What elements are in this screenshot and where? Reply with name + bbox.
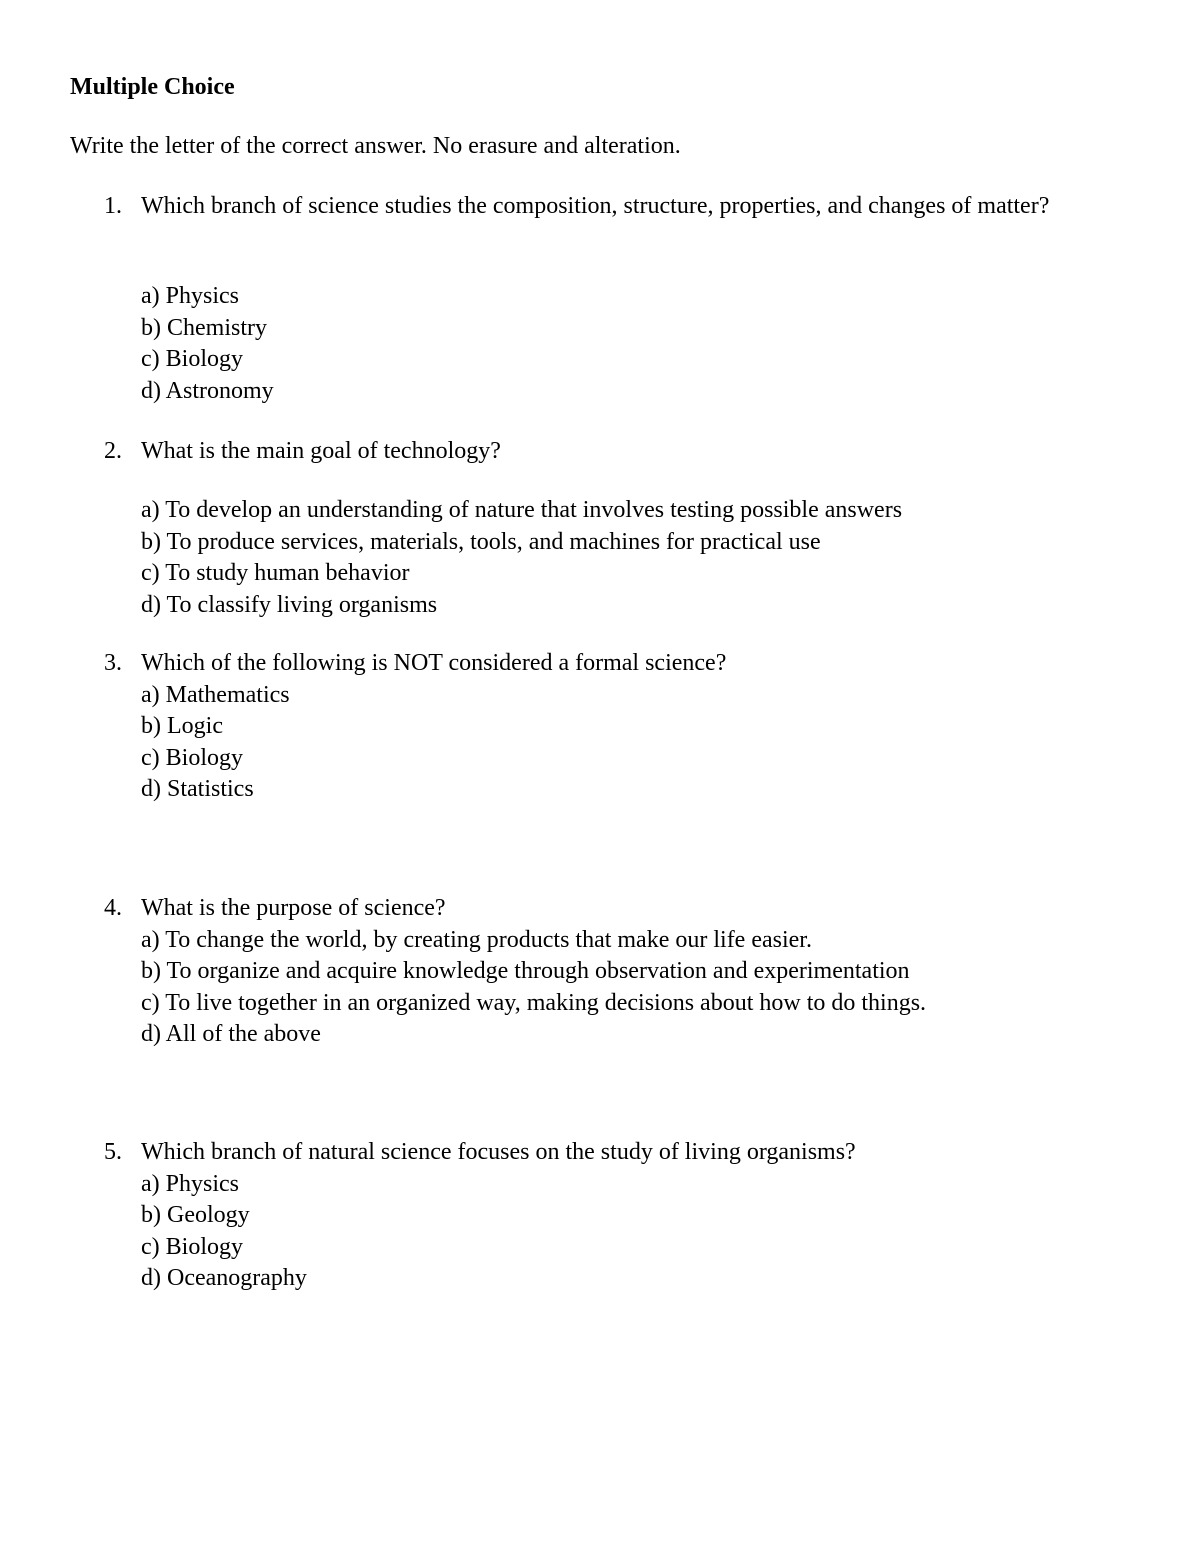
choice-c: c) Biology	[141, 744, 243, 771]
choice-a: a) Physics	[141, 283, 239, 309]
choice-d: d) All of the above	[141, 1021, 321, 1047]
question-text: Which of the following is NOT considered a formal science?	[141, 650, 727, 676]
choice-list	[141, 925, 926, 1051]
choice-d: d) To classify living organisms	[141, 591, 438, 618]
question-number: 1.	[104, 193, 122, 219]
choice-a: a) Mathematics	[141, 681, 290, 708]
choice-d: d) Statistics	[141, 776, 254, 802]
choice-b: b) To produce services, materials, tools, and machines for practical use	[141, 528, 821, 555]
question-number: 5.	[104, 1139, 122, 1165]
choice-c: c) To study human behavior	[141, 560, 410, 586]
choice-list	[141, 281, 274, 407]
choice-list	[141, 495, 902, 621]
question-number: 4.	[104, 895, 122, 921]
question-number: 2.	[104, 438, 122, 464]
question-text: What is the purpose of science?	[141, 895, 446, 921]
choice-a: a) To change the world, by creating products that make our life easier.	[141, 926, 812, 953]
choice-c: c) Biology	[141, 1233, 243, 1260]
question-text: Which branch of natural science focuses on the study of living organisms?	[141, 1139, 856, 1165]
page-title: Multiple Choice	[70, 74, 235, 100]
choice-c: c) To live together in an organized way, making decisions about how to do things.	[141, 989, 927, 1016]
choice-b: b) Logic	[141, 713, 223, 739]
choice-list	[141, 1169, 307, 1295]
instructions-text: Write the letter of the correct answer. No erasure and alteration.	[70, 133, 681, 159]
choice-b: b) Geology	[141, 1202, 250, 1228]
choice-list	[141, 680, 290, 806]
choice-a: a) Physics	[141, 1170, 239, 1197]
choice-d: d) Astronomy	[141, 377, 274, 404]
question-number: 3.	[104, 650, 122, 676]
choice-b: b) Chemistry	[141, 314, 267, 341]
choice-c: c) Biology	[141, 346, 243, 372]
question-text: Which branch of science studies the composition, structure, properties, and changes of matter?	[141, 193, 1050, 219]
choice-d: d) Oceanography	[141, 1265, 307, 1291]
choice-a: a) To develop an understanding of nature that involves testing possible answers	[141, 497, 903, 523]
choice-b: b) To organize and acquire knowledge through observation and experimentation	[141, 958, 910, 984]
question-text: What is the main goal of technology?	[141, 438, 501, 464]
